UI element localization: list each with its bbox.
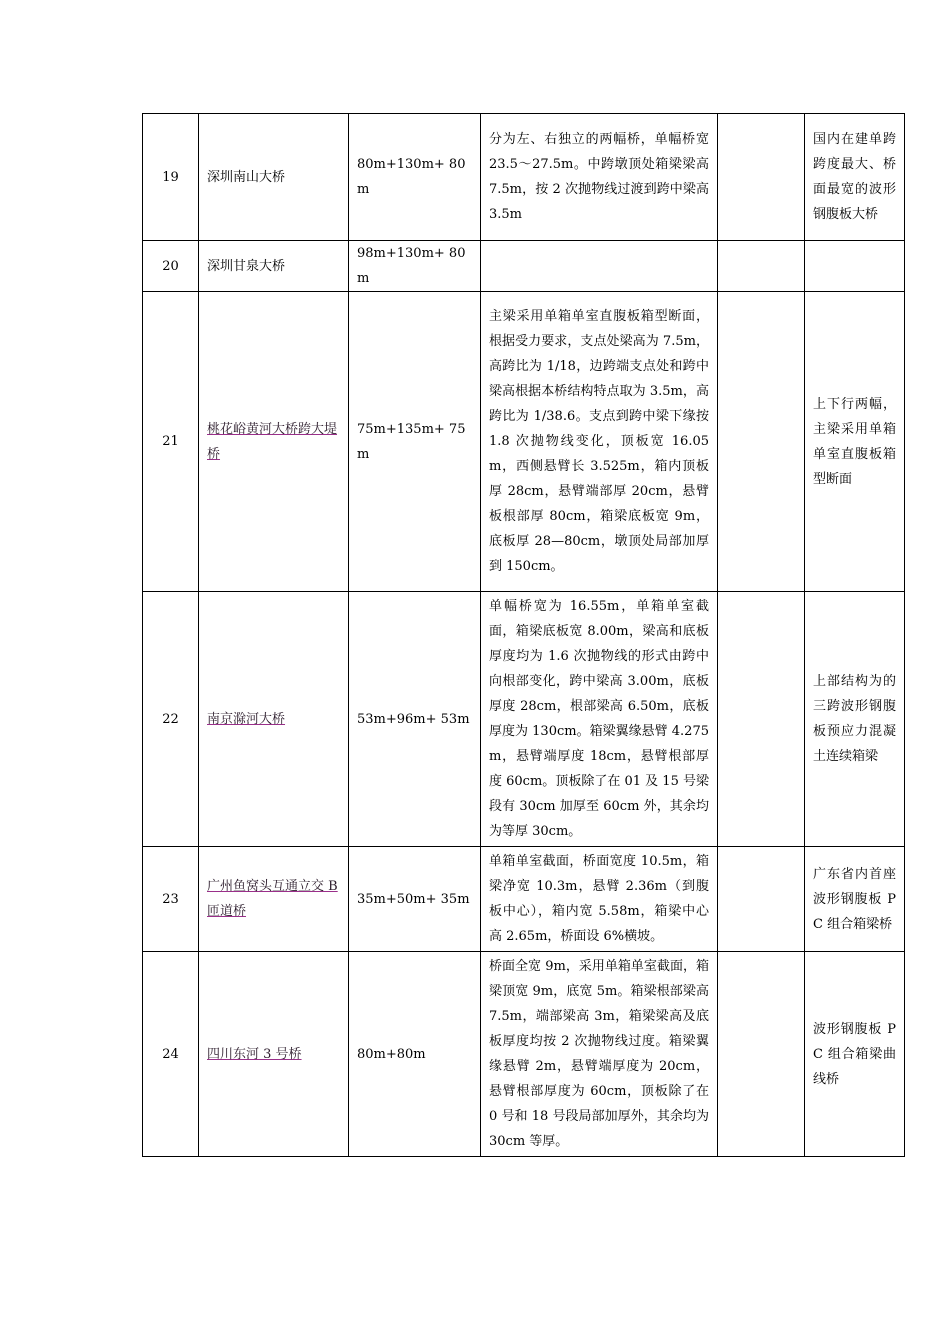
bridge-name-text: 深圳甘泉大桥 (207, 258, 286, 274)
table-row (143, 847, 905, 952)
row-number: 20 (143, 241, 199, 292)
span-arrangement: 53m+96m+ 53m (349, 592, 481, 847)
row-number: 22 (143, 592, 199, 847)
table-row (143, 592, 905, 847)
structure-description: 单幅桥宽为 16.55m，单箱单室截面，箱梁底板宽 8.00m，梁高和底板厚度均为 1.6 次抛物线的形式由跨中向根部变化，跨中梁高 3.00m，底板厚度 28cm，根部梁高 6.50m，底板厚度为 130cm。箱梁翼缘悬臂 4.275m，悬臂端厚度 18cm，悬臂根部厚度 60cm。顶板除了在 01 及 15 号梁段有 30cm 加厚至 60cm 外，其余均为等厚 30cm。 (481, 592, 718, 847)
table-row (143, 241, 905, 292)
span-arrangement: 80m+130m+ 80m (349, 114, 481, 241)
structure-description: 单箱单室截面，桥面宽度 10.5m，箱梁净宽 10.3m，悬臂 2.36m（到腹板中心），箱内宽 5.58m，箱梁中心高 2.65m，桥面设 6%横坡。 (481, 847, 718, 952)
bridge-name-link[interactable]: 桃花峪黄河大桥跨大堤桥 (207, 421, 338, 462)
bridge-table (142, 113, 905, 1157)
blank-cell (718, 292, 805, 592)
structure-description: 桥面全宽 9m，采用单箱单室截面，箱梁顶宽 9m，底宽 5m。箱梁根部梁高 7.5m，端部梁高 3m，箱梁梁高及底板厚度均按 2 次抛物线过度。箱梁翼缘悬臂 2m，悬臂端厚度为 20cm，悬臂根部厚度为 60cm，顶板除了在 0 号和 18 号段局部加厚外，其余均为 30cm 等厚。 (481, 952, 718, 1157)
row-number: 24 (143, 952, 199, 1157)
table-row (143, 114, 905, 241)
bridge-name (199, 952, 349, 1157)
bridge-name-link[interactable]: 南京滁河大桥 (207, 711, 286, 727)
remark: 广东省内首座波形钢腹板 PC 组合箱梁桥 (805, 847, 905, 952)
bridge-name (199, 241, 349, 292)
bridge-name (199, 292, 349, 592)
row-number: 23 (143, 847, 199, 952)
remark: 波形钢腹板 PC 组合箱梁曲线桥 (805, 952, 905, 1157)
bridge-name (199, 114, 349, 241)
bridge-name (199, 847, 349, 952)
remark: 上下行两幅，主梁采用单箱单室直腹板箱型断面 (805, 292, 905, 592)
row-number: 21 (143, 292, 199, 592)
blank-cell (718, 592, 805, 847)
span-arrangement: 35m+50m+ 35m (349, 847, 481, 952)
bridge-name (199, 592, 349, 847)
bridge-name-link[interactable]: 广州鱼窝头互通立交 B 匝道桥 (207, 879, 338, 919)
table-row (143, 952, 905, 1157)
table-row (143, 292, 905, 592)
blank-cell (718, 241, 805, 292)
bridge-name-link[interactable]: 四川东河 3 号桥 (207, 1046, 302, 1062)
structure-description (481, 241, 718, 292)
span-arrangement: 80m+80m (349, 952, 481, 1157)
structure-description: 主梁采用单箱单室直腹板箱型断面，根据受力要求，支点处梁高为 7.5m，高跨比为 1/18，边跨端支点处和跨中梁高根据本桥结构特点取为 3.5m，高跨比为 1/38.6。支点到跨中梁下缘按 1.8 次抛物线变化，顶板宽 16.05m，西侧悬臂长 3.525m，箱内顶板厚 28cm，悬臂端部厚 20cm，悬臂板根部厚 80cm，箱梁底板宽 9m，底板厚 28—80cm，墩顶处局部加厚到 150cm。 (481, 292, 718, 592)
remark (805, 241, 905, 292)
span-arrangement: 98m+130m+ 80m (349, 241, 481, 292)
bridge-name-text: 深圳南山大桥 (207, 169, 286, 185)
remark: 国内在建单跨跨度最大、桥面最宽的波形钢腹板大桥 (805, 114, 905, 241)
blank-cell (718, 847, 805, 952)
remark: 上部结构为的三跨波形钢腹板预应力混凝土连续箱梁 (805, 592, 905, 847)
structure-description: 分为左、右独立的两幅桥，单幅桥宽 23.5～27.5m。中跨墩顶处箱梁梁高 7.5m，按 2 次抛物线过渡到跨中梁高 3.5m (481, 114, 718, 241)
blank-cell (718, 952, 805, 1157)
blank-cell (718, 114, 805, 241)
row-number: 19 (143, 114, 199, 241)
span-arrangement: 75m+135m+ 75m (349, 292, 481, 592)
